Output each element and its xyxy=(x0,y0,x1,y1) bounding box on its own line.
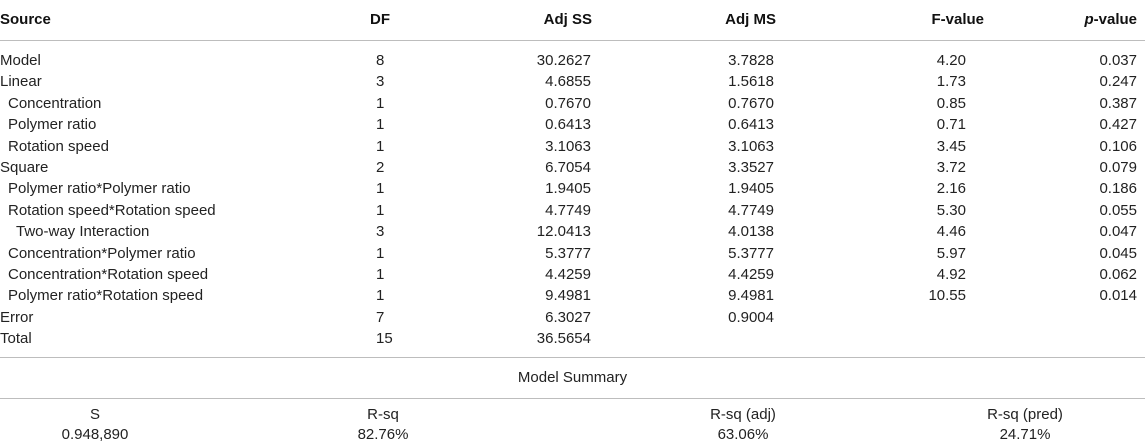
cell-source: Square xyxy=(0,158,49,176)
cell-adj-ss: 0.6413 xyxy=(545,116,591,134)
cell-adj-ms: 3.1063 xyxy=(728,137,774,155)
cell-p-value: 0.037 xyxy=(1099,52,1137,69)
summary-r-sq-adj-label: R-sq (adj) xyxy=(710,406,776,424)
cell-p-value: 0.247 xyxy=(1099,73,1137,91)
summary-r-sq-value: 82.76% xyxy=(357,426,409,444)
summary-r-sq xyxy=(308,405,458,445)
table-row: Polymer ratio*Rotation speed 1 9.4981 9.4981 10.55 0.014 xyxy=(0,285,1145,306)
table-row: Concentration*Rotation speed 1 4.4259 4.4259 4.92 0.062 xyxy=(0,264,1145,285)
cell-f-value: 3.45 xyxy=(936,137,966,155)
cell-p-value: 0.427 xyxy=(1099,116,1137,134)
cell-adj-ms: 4.0138 xyxy=(728,223,774,241)
cell-adj-ss: 12.0413 xyxy=(536,223,591,241)
table-row: Square 2 6.7054 3.3527 3.72 0.079 xyxy=(0,157,1145,178)
header-p-value: p-value xyxy=(1084,11,1137,28)
cell-p-value: 0.014 xyxy=(1099,287,1137,305)
table-row: Model 8 30.2627 3.7828 4.20 0.037 xyxy=(0,50,1145,71)
header-adj-ms: Adj MS xyxy=(725,11,776,28)
header-source: Source xyxy=(0,11,51,28)
table-row: Rotation speed 1 3.1063 3.1063 3.45 0.106 xyxy=(0,136,1145,157)
table-row: Error 7 6.3027 0.9004 xyxy=(0,307,1145,328)
cell-adj-ms: 1.5618 xyxy=(728,73,774,91)
cell-f-value: 4.20 xyxy=(936,52,966,69)
table-row: Polymer ratio*Polymer ratio 1 1.9405 1.9405 2.16 0.186 xyxy=(0,178,1145,199)
cell-f-value: 0.85 xyxy=(936,94,966,112)
cell-source: Total xyxy=(0,330,32,348)
cell-p-value: 0.186 xyxy=(1099,180,1137,198)
cell-adj-ms: 3.7828 xyxy=(728,52,774,69)
cell-p-value: 0.062 xyxy=(1099,265,1137,283)
cell-f-value: 3.72 xyxy=(936,158,966,176)
cell-source: Polymer ratio*Rotation speed xyxy=(8,287,204,305)
summary-r-sq-adj xyxy=(668,405,818,445)
model-summary-title: Model Summary xyxy=(0,358,1145,399)
table-row: Linear 3 4.6855 1.5618 1.73 0.247 xyxy=(0,71,1145,92)
summary-s xyxy=(20,405,170,445)
cell-adj-ms: 3.3527 xyxy=(728,158,774,176)
table-row: Total 15 36.5654 xyxy=(0,328,1145,349)
cell-source: Polymer ratio xyxy=(8,116,97,134)
cell-adj-ss: 36.5654 xyxy=(536,330,591,348)
cell-adj-ss: 30.2627 xyxy=(536,52,591,69)
cell-adj-ss: 6.3027 xyxy=(545,308,591,326)
cell-source: Model xyxy=(0,52,41,69)
table-row: Two-way Interaction 3 12.0413 4.0138 4.46 0.047 xyxy=(0,221,1145,242)
cell-f-value: 2.16 xyxy=(936,180,966,198)
summary-s-value: 0.948,890 xyxy=(61,426,129,444)
cell-p-value: 0.055 xyxy=(1099,201,1137,219)
cell-adj-ss: 3.1063 xyxy=(545,137,591,155)
cell-adj-ss: 4.6855 xyxy=(545,73,591,91)
cell-adj-ss: 4.4259 xyxy=(545,265,591,283)
summary-r-sq-pred-value: 24.71% xyxy=(999,426,1051,444)
cell-adj-ms: 4.4259 xyxy=(728,265,774,283)
summary-r-sq-pred xyxy=(950,405,1100,445)
cell-source: Linear xyxy=(0,73,42,91)
cell-adj-ss: 5.3777 xyxy=(545,244,591,262)
model-summary xyxy=(0,399,1145,445)
header-f-value: F-value xyxy=(931,11,984,28)
cell-source: Error xyxy=(0,308,34,326)
cell-source: Concentration*Polymer ratio xyxy=(8,244,196,262)
cell-source: Concentration xyxy=(8,94,102,112)
table-row: Polymer ratio 1 0.6413 0.6413 0.71 0.427 xyxy=(0,114,1145,135)
cell-p-value: 0.387 xyxy=(1099,94,1137,112)
table-header: Source DF Adj SS Adj MS F-value p-value xyxy=(0,0,1145,41)
cell-p-value: 0.079 xyxy=(1099,158,1137,176)
cell-adj-ss: 4.7749 xyxy=(545,201,591,219)
cell-adj-ms: 5.3777 xyxy=(728,244,774,262)
cell-adj-ms: 0.9004 xyxy=(728,308,774,326)
cell-f-value: 1.73 xyxy=(936,73,966,91)
cell-p-value: 0.106 xyxy=(1099,137,1137,155)
cell-adj-ss: 0.7670 xyxy=(545,94,591,112)
cell-source: Rotation speed*Rotation speed xyxy=(8,201,216,219)
table-row: Rotation speed*Rotation speed 1 4.7749 4.7749 5.30 0.055 xyxy=(0,200,1145,221)
cell-source: Concentration*Rotation speed xyxy=(8,265,209,283)
cell-source: Rotation speed xyxy=(8,137,109,155)
cell-source: Polymer ratio*Polymer ratio xyxy=(8,180,191,198)
cell-adj-ms: 0.6413 xyxy=(728,116,774,134)
summary-r-sq-label: R-sq xyxy=(367,406,399,424)
cell-adj-ms: 9.4981 xyxy=(728,287,774,305)
table-row: Concentration 1 0.7670 0.7670 0.85 0.387 xyxy=(0,93,1145,114)
cell-f-value: 4.92 xyxy=(936,265,966,283)
header-adj-ss: Adj SS xyxy=(543,11,592,28)
cell-adj-ss: 6.7054 xyxy=(545,158,591,176)
cell-adj-ss: 1.9405 xyxy=(545,180,591,198)
cell-p-value: 0.045 xyxy=(1099,244,1137,262)
cell-f-value: 5.97 xyxy=(936,244,966,262)
summary-s-label: S xyxy=(89,406,100,424)
cell-adj-ms: 0.7670 xyxy=(728,94,774,112)
summary-r-sq-pred-label: R-sq (pred) xyxy=(987,406,1063,424)
cell-adj-ms: 1.9405 xyxy=(728,180,774,198)
table-body xyxy=(0,41,1145,358)
cell-source: Two-way Interaction xyxy=(16,223,150,241)
cell-p-value: 0.047 xyxy=(1099,223,1137,241)
table-row: Concentration*Polymer ratio 1 5.3777 5.3777 5.97 0.045 xyxy=(0,243,1145,264)
cell-adj-ss: 9.4981 xyxy=(545,287,591,305)
cell-f-value: 4.46 xyxy=(936,223,966,241)
cell-adj-ms: 4.7749 xyxy=(728,201,774,219)
cell-f-value: 0.71 xyxy=(936,116,966,134)
cell-f-value: 10.55 xyxy=(928,287,966,305)
summary-r-sq-adj-value: 63.06% xyxy=(717,426,769,444)
cell-f-value: 5.30 xyxy=(936,201,966,219)
